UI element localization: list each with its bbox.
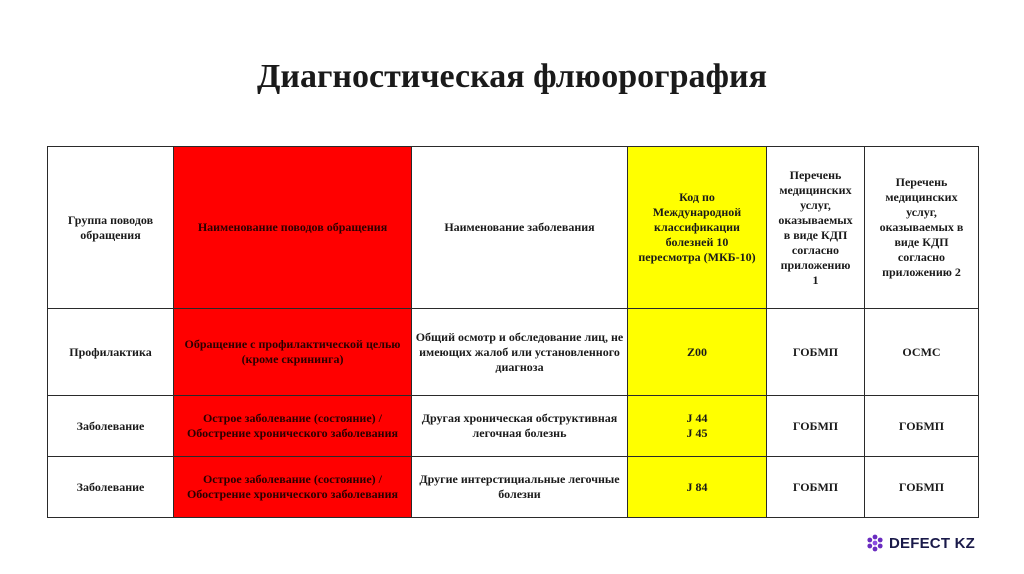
cell-list1: ГОБМП — [767, 396, 865, 457]
header-cell-list2: Перечень медицинских услуг, оказываемых в виде КДП согласно приложению 2 — [865, 147, 979, 309]
cell-list1: ГОБМП — [767, 457, 865, 518]
header-cell-code: Код по Международной классификации болезней 10 пересмотра (МКБ-10) — [628, 147, 767, 309]
cell-disease: Другая хроническая обструктивная легочная болезнь — [412, 396, 628, 457]
table-row — [48, 457, 979, 518]
cell-list1: ГОБМП — [767, 309, 865, 396]
cell-reason: Острое заболевание (состояние) / Обострение хронического заболевания — [174, 457, 412, 518]
fluorography-table — [47, 146, 979, 518]
table-row — [48, 309, 979, 396]
header-cell-group: Группа поводов обращения — [48, 147, 174, 309]
table-row — [48, 396, 979, 457]
cell-code: J 44 J 45 — [628, 396, 767, 457]
cell-group: Профилактика — [48, 309, 174, 396]
cell-code: Z00 — [628, 309, 767, 396]
flower-dots-icon — [866, 534, 884, 552]
cell-code: J 84 — [628, 457, 767, 518]
cell-list2: ГОБМП — [865, 457, 979, 518]
cell-reason: Обращение с профилактической целью (кроме скрининга) — [174, 309, 412, 396]
cell-group: Заболевание — [48, 396, 174, 457]
brand-logo — [866, 534, 975, 552]
cell-reason: Острое заболевание (состояние) / Обострение хронического заболевания — [174, 396, 412, 457]
header-cell-reason: Наименование поводов обращения — [174, 147, 412, 309]
header-cell-disease: Наименование заболевания — [412, 147, 628, 309]
cell-list2: ГОБМП — [865, 396, 979, 457]
cell-group: Заболевание — [48, 457, 174, 518]
header-cell-list1: Перечень медицинских услуг, оказываемых в виде КДП согласно приложению 1 — [767, 147, 865, 309]
cell-list2: ОСМС — [865, 309, 979, 396]
brand-label: DEFECT KZ — [889, 534, 975, 552]
cell-disease: Другие интерстициальные легочные болезни — [412, 457, 628, 518]
table-header-row — [48, 147, 979, 309]
slide-title: Диагностическая флюорография — [256, 58, 768, 95]
cell-disease: Общий осмотр и обследование лиц, не имеющих жалоб или установленного диагноза — [412, 309, 628, 396]
